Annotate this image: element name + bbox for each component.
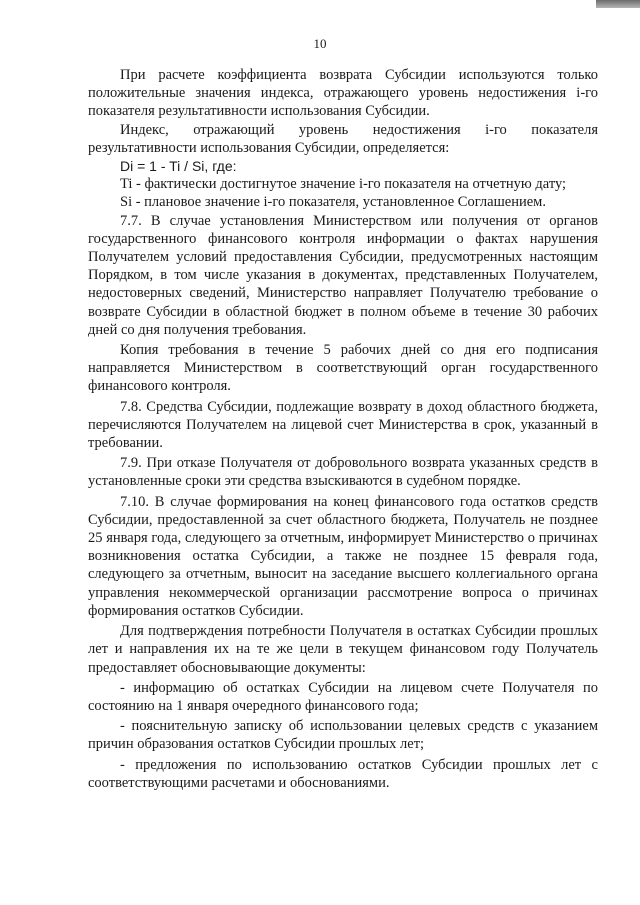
paragraph-7-8: 7.8. Средства Субсидии, подлежащие возврату в доход областного бюджета, перечисляются Получателем на лицевой счет Министерства в срок, указанный в требовании. (88, 398, 598, 452)
paragraph-index-definition: Индекс, отражающий уровень недостижения i-го показателя результативности использования Субсидии, определяется: (88, 121, 598, 156)
scan-corner-mark (596, 0, 640, 8)
paragraph-coefficient-note: При расчете коэффициента возврата Субсидии используются только положительные значения индекса, отражающего уровень недостижения i-го показателя результативности использования Субсидии. (88, 67, 598, 120)
paragraph-confirmation-documents: Для подтверждения потребности Получателя в остатках Субсидии прошлых лет и направления их на те же цели в текущем финансовом году Получатель предоставляет обосновывающие документы: (88, 623, 598, 676)
list-item-explanatory-note: - пояснительную записку об использовании целевых средств с указанием причин образования остатков Субсидии прошлых лет; (88, 718, 598, 753)
list-item-proposals: - предложения по использованию остатков Субсидии прошлых лет с соответствующими расчетами и обоснованиями. (88, 756, 598, 791)
paragraph-copy-requirement: Копия требования в течение 5 рабочих дней со дня его подписания направляется Министерством в соответствующий орган государственного финансового контроля. (88, 342, 598, 395)
formula: Di = 1 - Ti / Si, где: (120, 158, 237, 175)
paragraph-7-7: 7.7. В случае установления Министерством или получения от органов государственного финансового контроля информации о фактах нарушения Получателем условий предоставления Субсидии, предусмотренных настоящим Порядком, в том числе указания в документах, представленных Получателем, недостоверных сведений, Министерство направляет Получателю требование о возврате Субсидии в областной бюджет в полном объеме в течение 30 рабочих дней со дня получения требования. (88, 212, 598, 338)
page-number: 10 (313, 36, 327, 51)
paragraph-si-definition: Si - плановое значение i-го показателя, установленное Соглашением. (120, 194, 546, 211)
paragraph-7-10: 7.10. В случае формирования на конец финансового года остатков средств Субсидии, предоставленной за счет областного бюджета, Получатель не позднее 25 января года, следующего за отчетным, информирует Министерство о причинах возникновения остатка Субсидии, а также не позднее 15 февраля года, следующего за отчетным, выносит на заседание высшего коллегиального органа управления некоммерческой организации рассмотрение вопроса о причинах формирования остатков Субсидии. (88, 493, 598, 619)
paragraph-ti-definition: Ti - фактически достигнутое значение i-го показателя на отчетную дату; (120, 176, 567, 193)
list-item-balance-info: - информацию об остатках Субсидии на лицевом счете Получателя по состоянию на 1 января очередного финансового года; (88, 679, 598, 714)
paragraph-7-9: 7.9. При отказе Получателя от добровольного возврата указанных средств в установленные сроки эти средства взыскиваются в судебном порядке. (88, 455, 598, 490)
document-body (88, 66, 598, 792)
